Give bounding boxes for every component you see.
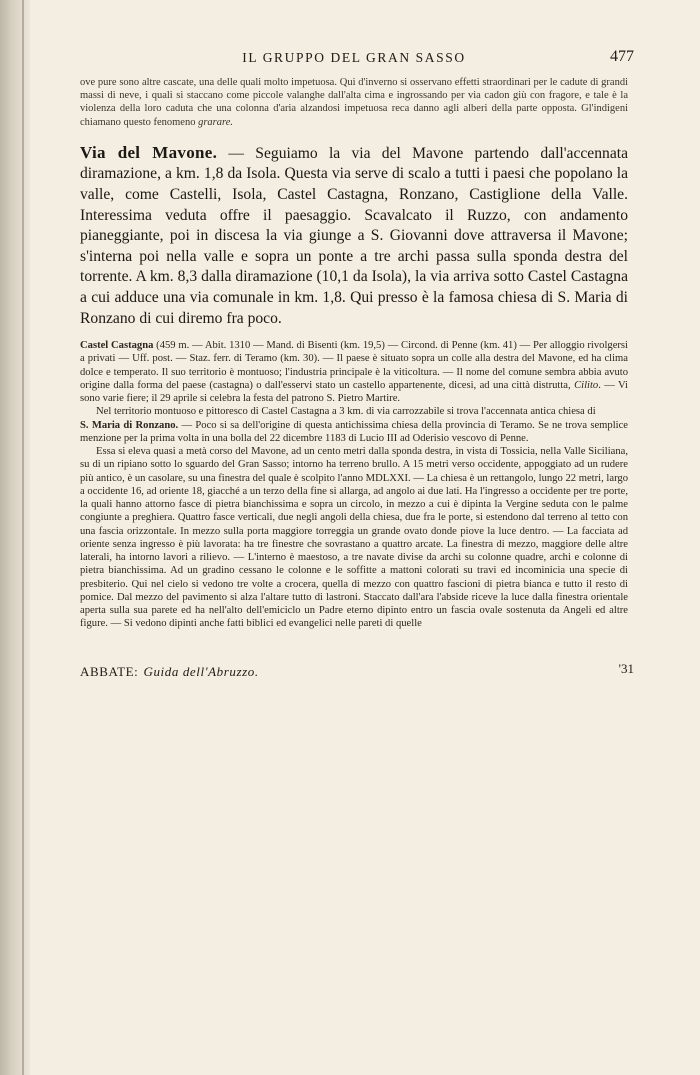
signature-mark: '31	[618, 660, 634, 676]
page-footer	[80, 660, 634, 681]
ronzano-text: — Poco si sa dell'origine di questa antichissima chiesa della provincia di Teramo. Se ne trova semplice menzione per la prima volta in una bolla del 22 dicembre 1183 di Lucio III ad Oderisio vescovo di Penne.	[80, 419, 629, 444]
intro-term: grarare.	[198, 116, 233, 128]
castel-castagna-text-2: . — Vi sono varie fiere; il 29 aprile si celebra la festa del patrono S. Pietro Martire.	[80, 379, 628, 405]
footer-book-title: Guida dell'Abruzzo.	[143, 663, 259, 679]
ronzano-entry	[80, 419, 628, 446]
castel-castagna-entry	[80, 339, 628, 405]
page-number: 477	[610, 48, 634, 65]
book-page	[80, 48, 634, 681]
ronzano-name: S. Maria di Ronzano.	[80, 419, 179, 431]
page-header	[80, 48, 634, 70]
spine-edge	[22, 0, 24, 1075]
intro-paragraph	[80, 76, 628, 129]
footer-author: ABBATE:	[80, 663, 139, 679]
book-binding-shadow	[0, 0, 30, 1075]
castel-castagna-text-1: (459 m. — Abit. 1310 — Mand. di Bisenti (km. 19,5) — Circond. di Penne (km. 41) — Per alloggio rivolgersi a privati — Uff. post. — Staz. ferr. di Teramo (km. 30). — Il paese è situato sopra un colle alla destra del Mavone, ed ha clima dolce e temperato. Il suo territorio è montuoso; l'industria principale è la viticoltura. — Il nome del comune sembra abbia avuto origine dalla forma del paese (castagna) o dall'esservi stato un castello appartenente, dicesi, ad una città distrutta,	[80, 340, 628, 391]
via-mavone-paragraph	[80, 143, 628, 329]
section-title: Via del Mavone.	[80, 142, 218, 162]
cilito-place: Cilito	[574, 379, 599, 391]
via-mavone-text: — Seguiamo la via del Mavone partendo dall'accennata diramazione, a km. 1,8 da Isola. Questa via serve di scalo a tutti i paesi che popolano la valle, come Castelli, Isola, Castel Castagna, Ronzano, Castiglione della Valle. Interessima veduta offre il paesaggio. Scavalcato il Ruzzo, con andamento pianeggiante, poi in discesa la via giunge a S. Giovanni dove attraversa il Mavone; s'interna poi nella valle e sopra un ponte a tre archi passa sulla sponda destra del torrente. A km. 8,3 dalla diramazione (10,1 da Isola), la via arriva sotto Castel Castagna a cui adduce una via comunale in km. 1,8. Qui presso è la famosa chiesa di S. Maria di Ronzano di cui diremo fra poco.	[80, 144, 628, 327]
castel-castagna-name: Castel Castagna	[80, 340, 154, 352]
running-head: IL GRUPPO DEL GRAN SASSO	[242, 50, 466, 65]
territory-paragraph: Nel territorio montuoso e pittoresco di Castel Castagna a 3 km. di via carrozzabile si trova l'accennata antica chiesa di	[96, 406, 596, 418]
ronzano-description: Essa si eleva quasi a metà corso del Mavone, ad un cento metri dalla sponda destra, in vista di Tossicia, nella Valle Siciliana, su di un ripiano sotto lo sguardo del Gran Sasso; intorno ha terreno brullo. A 15 metri verso occidente, appoggiato ad un rudere più antico, è un casolare, su una finestra del quale è scolpito l'anno MDLXXI. — La chiesa è un rettangolo, lungo 22 metri, largo a occidente 16, ad oriente 18, giacché a un terzo della fine si allarga, ad angolo ai due lati. Ha l'ingresso a occidente per tre porte, la quali hanno attorno fasce di pietra bianchissima e sopra un circolo, in mezzo a cui è dipinta la Vergine seduta con le palme congiunte a preghiera. Quattro fasce verticali, due negli angoli della chiesa, due fra le porte, si estendono dal terreno al tetto con una fascia orizzontale. In mezzo sulla porta maggiore torreggia un grande ovato donde piove la luce dentro. — La facciata ad oriente senza ingresso è più lavorata: ha tre finestre che sovrastano a quattro arcate. La finestra di mezzo, maggiore delle altre laterali, ha intorno lavori a rilievo. — L'interno è maestoso, a tre navate divise da archi su colonne quadre, archi e colonne di pietra bianchissima. Ad un gradino cessano le colonne e le soffitte a mattoni colorati su travi ed incominicia una specie di presbiterio. Qui nel cielo si vedono tre volte a crocera, quella di mezzo con quattro fascioni di pietra bianca e tutto il resto di pomice. Dal mezzo del pavimento si alza l'altare tutto di lastroni. Staccato dall'ara l'abside riceve la luce dalla finestra orientale aperta sulla sua parete ed ha nell'alto dell'emiciclo un Padre eterno dipinto entro un fascia ovale sostenuta da Angeli ed altre figure. — Si vedono dipinti anche fatti biblici ed evangelici nelle pareti di quelle	[80, 446, 628, 630]
intro-text: ove pure sono altre cascate, una delle quali molto impetuosa. Qui d'inverno si osservano effetti straordinari per le cadute di grandi massi di neve, i quali si staccano come piccole valanghe dall'alta cima e ingrossando per via cadon giù con fragore, e tale è la violenza della loro caduta che una colonna d'aria alzandosi impetuosa reca danno agli alberi della parte opposta. Gl'indigeni chiamano questo fenomeno	[80, 77, 628, 128]
